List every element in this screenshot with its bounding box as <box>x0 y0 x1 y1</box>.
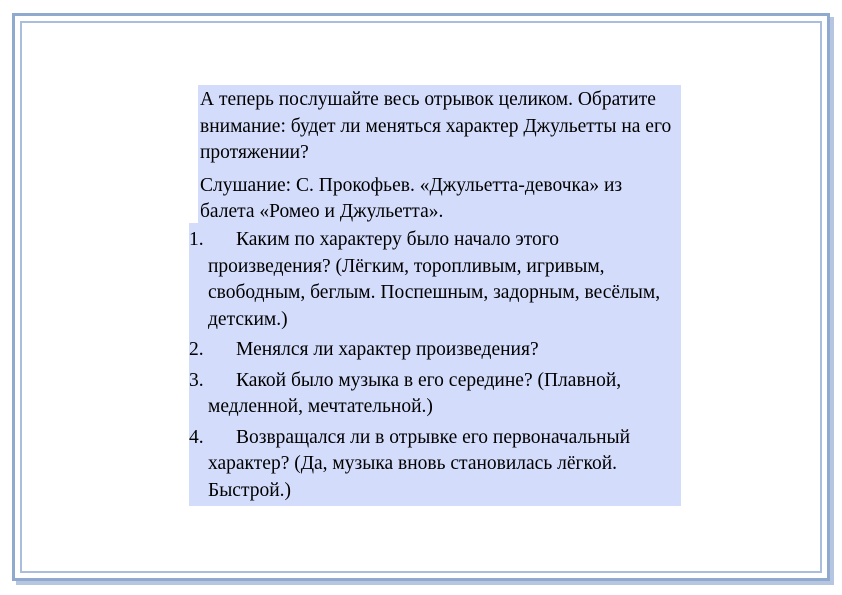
question-number: 1. <box>189 229 204 250</box>
question-text: Какой было музыка в его середине? (Плавной, медленной, мечтательной.) <box>208 369 622 417</box>
intro-text-block <box>198 85 681 230</box>
question-number: 2. <box>189 339 204 360</box>
question-item-2 <box>189 337 681 364</box>
questions-list <box>189 223 681 506</box>
intro-paragraph-1: А теперь послушайте весь отрывок целиком. Обратите внимание: будет ли меняться характер Джульетты на его протяжении? <box>200 89 672 163</box>
frame-shadow-right <box>830 17 834 585</box>
question-item-1 <box>189 227 681 333</box>
question-number: 3. <box>189 369 204 391</box>
question-item-3 <box>189 368 681 421</box>
question-item-4 <box>189 425 681 505</box>
question-text: Менялся ли характер произведения? <box>236 339 539 360</box>
question-number: 4. <box>189 426 204 448</box>
intro-paragraph-2: Слушание: С. Прокофьев. «Джульетта-девочка» из балета «Ромео и Джульетта». <box>200 174 623 222</box>
question-text: Возвращался ли в отрывке его первоначальный характер? (Да, музыка вновь становилась лёгкой. Быстрой.) <box>208 426 631 501</box>
question-text: Каким по характеру было начало этого произведения? (Лёгким, торопливым, игривым, свободным, беглым. Поспешным, задорным, весёлым, детским.) <box>208 229 661 330</box>
frame-shadow-bottom <box>16 581 834 585</box>
